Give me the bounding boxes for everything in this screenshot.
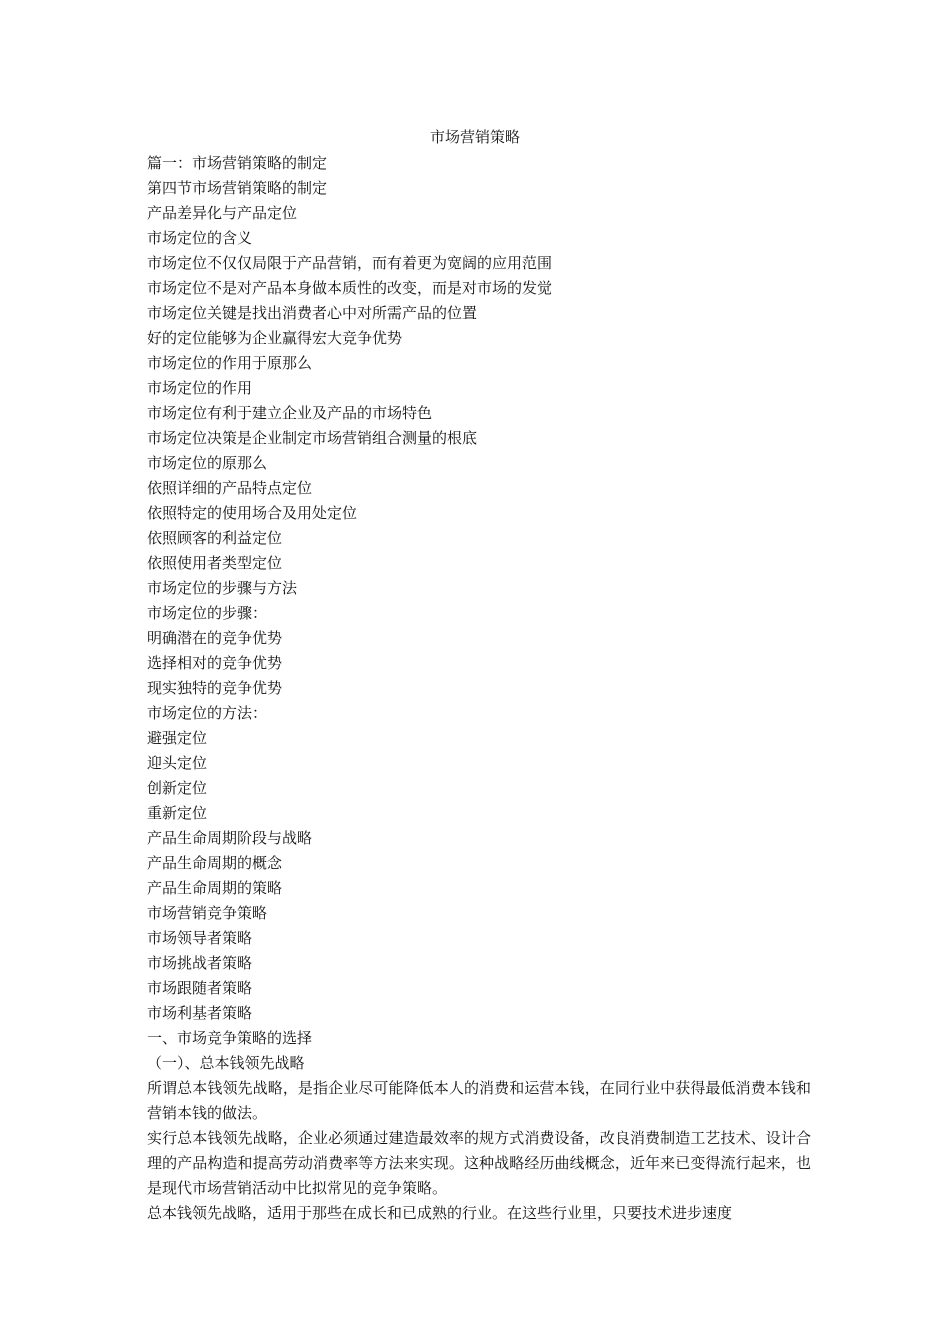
body-paragraph: 实行总本钱领先战略，企业必须通过建造最效率的规方式消费设备，改良消费制造工艺技术、设计合理的产品构造和提高劳动消费率等方法来实现。这种战略经历曲线概念，近年来已变得流行起来，也是现代市场营销活动中比拟常见的竞争策略。 xyxy=(147,1129,811,1197)
text-line: 市场定位决策是企业制定市场营销组合测量的根底 xyxy=(147,429,478,447)
text-line: 市场营销竞争策略 xyxy=(147,904,268,922)
text-line: 市场定位的作用于原那么 xyxy=(147,354,313,372)
text-line: 依照特定的使用场合及用处定位 xyxy=(147,504,358,522)
text-line: 产品生命周期阶段与战略 xyxy=(147,829,313,847)
text-line: 明确潜在的竞争优势 xyxy=(147,629,283,647)
text-line: 篇一：市场营销策略的制定 xyxy=(147,154,328,172)
text-line: 市场挑战者策略 xyxy=(147,954,253,972)
text-line: 选择相对的竞争优势 xyxy=(147,654,283,672)
body-paragraph: 所谓总本钱领先战略，是指企业尽可能降低本人的消费和运营本钱，在同行业中获得最低消费本钱和营销本钱的做法。 xyxy=(147,1079,811,1122)
text-line: 市场定位的步骤： xyxy=(147,604,268,622)
document-body xyxy=(147,151,811,1226)
body-paragraph: 总本钱领先战略，适用于那些在成长和已成熟的行业。在这些行业里，只要技术进步速度 xyxy=(147,1204,733,1222)
text-line: 市场利基者策略 xyxy=(147,1004,253,1022)
text-line: 迎头定位 xyxy=(147,754,208,772)
text-line: 产品差异化与产品定位 xyxy=(147,204,298,222)
text-line: 依照顾客的利益定位 xyxy=(147,529,283,547)
text-line: 产品生命周期的概念 xyxy=(147,854,283,872)
text-line: 第四节市场营销策略的制定 xyxy=(147,179,328,197)
text-line: 依照使用者类型定位 xyxy=(147,554,283,572)
text-line: 市场定位关键是找出消费者心中对所需产品的位置 xyxy=(147,304,478,322)
text-line: 市场跟随者策略 xyxy=(147,979,253,997)
text-line: 重新定位 xyxy=(147,804,208,822)
text-line: 市场定位不仅仅局限于产品营销，而有着更为宽阔的应用范围 xyxy=(147,254,553,272)
text-line: 避强定位 xyxy=(147,729,208,747)
text-line: 市场定位的含义 xyxy=(147,229,253,247)
text-line: 市场定位的原那么 xyxy=(147,454,268,472)
text-line: （一）、总本钱领先战略 xyxy=(147,1054,305,1072)
text-line: 市场定位的方法： xyxy=(147,704,268,722)
text-line: 市场定位的作用 xyxy=(147,379,253,397)
text-line: 一、市场竞争策略的选择 xyxy=(147,1029,313,1047)
text-line: 市场定位有利于建立企业及产品的市场特色 xyxy=(147,404,433,422)
text-line: 市场定位的步骤与方法 xyxy=(147,579,298,597)
text-line: 现实独特的竞争优势 xyxy=(147,679,283,697)
text-line: 产品生命周期的策略 xyxy=(147,879,283,897)
text-line: 市场定位不是对产品本身做本质性的改变，而是对市场的发觉 xyxy=(147,279,553,297)
text-line: 依照详细的产品特点定位 xyxy=(147,479,313,497)
text-line: 市场领导者策略 xyxy=(147,929,253,947)
text-line: 创新定位 xyxy=(147,779,208,797)
text-line: 好的定位能够为企业赢得宏大竞争优势 xyxy=(147,329,403,347)
document-title: 市场营销策略 xyxy=(429,128,520,146)
